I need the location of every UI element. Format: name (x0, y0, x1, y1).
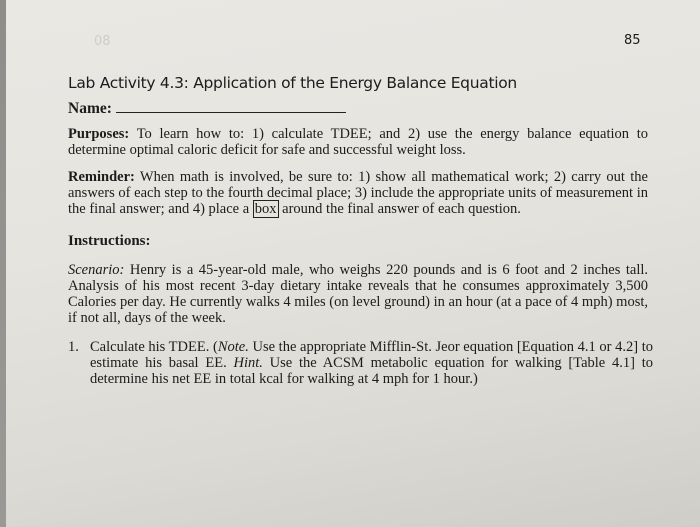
question-1-number: 1. (68, 339, 79, 355)
question-1-body (90, 339, 653, 387)
purposes-paragraph (68, 126, 648, 158)
question-1-hint-label: Hint. (233, 355, 263, 371)
scenario-label: Scenario: (68, 262, 125, 278)
purposes-text: To learn how to: 1) calculate TDEE; and 2) use the energy balance equation to determine optimal caloric deficit for safe and successful weight loss. (68, 126, 648, 158)
purposes-label: Purposes: (68, 126, 130, 142)
name-blank-line (116, 100, 346, 113)
boxed-word: box (254, 201, 277, 217)
scenario-text: Henry is a 45-year-old male, who weighs 220 pounds and is 6 foot and 2 inches tall. Analysis of his most recent 3-day dietary intake reveals that he consumes approximately 3,500 Calories per day. He currently walks 4 miles (on level ground) in an hour (at a pace of 4 mph) most, if not all, days of the week. (68, 262, 649, 326)
question-1-lead: Calculate his TDEE. ( (90, 339, 218, 355)
name-label: Name: (68, 100, 112, 117)
question-1-hint-text: Use the ACSM metabolic equation for walking [Table 4.1] to determine his net EE in total kcal for walking at 4 mph for 1 hour.) (90, 355, 654, 387)
name-field-row (68, 100, 346, 118)
instructions-heading: Instructions: (68, 233, 151, 249)
reminder-text-before: When math is involved, be sure to: 1) show all mathematical work; 2) carry out the answers of each step to the fourth decimal place; 3) include the appropriate units of measurement in the final answer; and 4) place a (68, 169, 648, 217)
question-1-note-label: Note. (217, 339, 249, 355)
reminder-label: Reminder: (68, 169, 135, 185)
page-number: 85 (624, 33, 641, 48)
reminder-paragraph (68, 169, 648, 217)
question-1 (68, 339, 653, 387)
reminder-text-after: around the final answer of each question. (282, 201, 521, 217)
bleed-through-page-number: 08 (94, 34, 111, 49)
page-title: Lab Activity 4.3: Application of the Energy Balance Equation (68, 74, 517, 92)
textbook-page (6, 0, 700, 527)
scenario-paragraph (68, 262, 648, 326)
question-1-note-text: Use the appropriate Mifflin-St. Jeor equation [Equation 4.1 or 4.2] to estimate his basal EE. (90, 339, 654, 371)
